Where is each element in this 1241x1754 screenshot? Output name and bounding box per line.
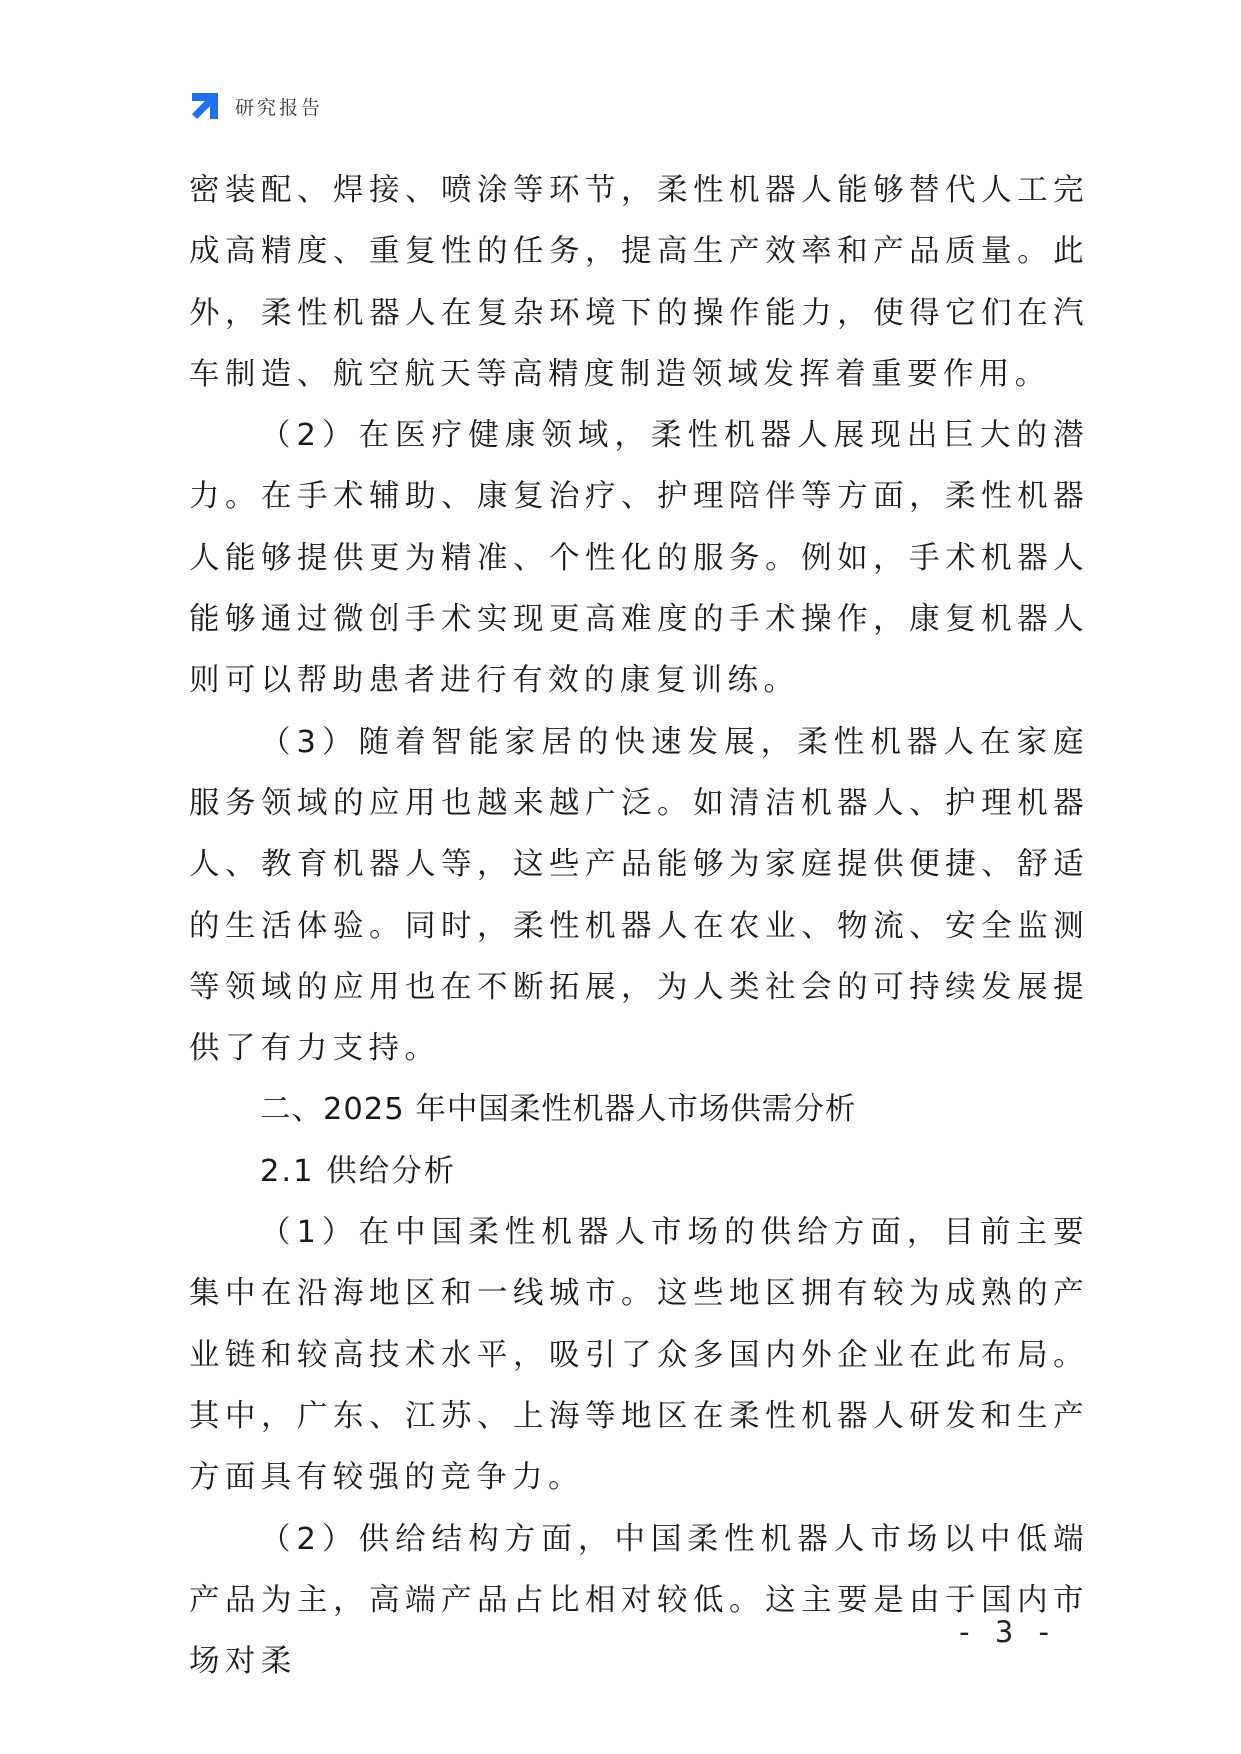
paragraph-continuation: 密装配、焊接、喷涂等环节，柔性机器人能够替代人工完成高精度、重复性的任务，提高生产效率和产品质量。此外，柔性机器人在复杂环境下的操作能力，使得它们在汽车制造、航空航天等高精度制造领域发挥着重要作用。: [189, 173, 1089, 392]
report-header: [189, 88, 323, 124]
paragraph-supply-structure: （2）供给结构方面，中国柔性机器人市场以中低端产品为主，高端产品占比相对较低。这主要是由于国内市场对柔: [189, 1521, 1089, 1680]
section-heading: 二、2025 年中国柔性机器人市场供需分析: [260, 1092, 857, 1128]
report-type-label: 研究报告: [235, 96, 324, 119]
subsection-heading: 2.1 供给分析: [260, 1153, 457, 1189]
report-logo-arrow-icon: [189, 90, 221, 122]
page-number: - 3 -: [959, 1615, 1057, 1649]
paragraph-supply-region: （1）在中国柔性机器人市场的供给方面，目前主要集中在沿海地区和一线城市。这些地区拥有较为成熟的产业链和较高技术水平，吸引了众多国内外企业在此布局。其中，广东、江苏、上海等地区在柔性机器人研发和生产方面具有较强的竞争力。: [189, 1215, 1089, 1496]
document-body: [189, 160, 1089, 1692]
paragraph-medical: （2）在医疗健康领域，柔性机器人展现出巨大的潜力。在手术辅助、康复治疗、护理陪伴等方面，柔性机器人能够提供更为精准、个性化的服务。例如，手术机器人能够通过微创手术实现更高难度的手术操作，康复机器人则可以帮助患者进行有效的康复训练。: [189, 418, 1089, 699]
paragraph-home-service: （3）随着智能家居的快速发展，柔性机器人在家庭服务领域的应用也越来越广泛。如清洁机器人、护理机器人、教育机器人等，这些产品能够为家庭提供便捷、舒适的生活体验。同时，柔性机器人在农业、物流、安全监测等领域的应用也在不断拓展，为人类社会的可持续发展提供了有力支持。: [189, 724, 1089, 1067]
